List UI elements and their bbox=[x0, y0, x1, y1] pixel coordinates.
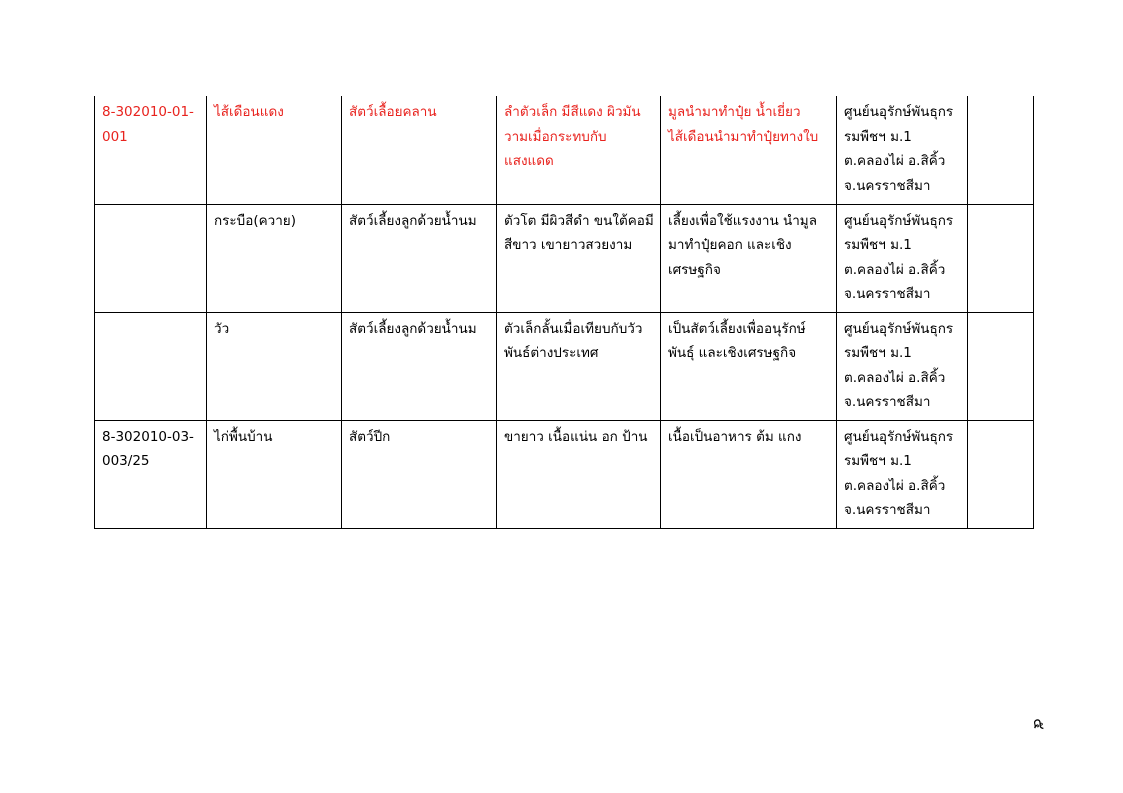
page-number: ๕ bbox=[1030, 718, 1048, 730]
cell-location: ศูนย์นอุรักษ์พันธุกรรมพืชฯ ม.1 ต.คลองไผ่ อ.สิคิ้ว จ.นครราชสีมา bbox=[837, 204, 968, 312]
cell-note bbox=[968, 96, 1034, 204]
cell-type: สัตว์เลื้อยคลาน bbox=[342, 96, 497, 204]
cell-note bbox=[968, 420, 1034, 528]
cell-location: ศูนย์นอุรักษ์พันธุกรรมพืชฯ ม.1 ต.คลองไผ่ อ.สิคิ้ว จ.นครราชสีมา bbox=[837, 420, 968, 528]
cell-usage: เลี้ยงเพื่อใช้แรงงาน นำมูลมาทำปุ๋ยคอก และเชิงเศรษฐกิจ bbox=[661, 204, 837, 312]
cell-description: ตัวโต มีผิวสีดำ ขนใต้คอมีสีขาว เขายาวสวยงาม bbox=[497, 204, 661, 312]
cell-code: 8-302010-03-003/25 bbox=[95, 420, 207, 528]
cell-type: สัตว์ปีก bbox=[342, 420, 497, 528]
cell-code bbox=[95, 312, 207, 420]
cell-location: ศูนย์นอุรักษ์พันธุกรรมพืชฯ ม.1 ต.คลองไผ่ อ.สิคิ้ว จ.นครราชสีมา bbox=[837, 96, 968, 204]
cell-type: สัตว์เลี้ยงลูกด้วยน้ำนม bbox=[342, 204, 497, 312]
table-row bbox=[95, 312, 1034, 420]
cell-description: ตัวเล็กลั้นเมื่อเทียบกับวัวพันธ์ต่างประเทศ bbox=[497, 312, 661, 420]
cell-code: 8-302010-01-001 bbox=[95, 96, 207, 204]
cell-usage: เป็นสัตว์เลี้ยงเพื่ออนุรักษ์พันธุ์ และเชิงเศรษฐกิจ bbox=[661, 312, 837, 420]
table-row bbox=[95, 204, 1034, 312]
cell-usage: เนื้อเป็นอาหาร ต้ม แกง bbox=[661, 420, 837, 528]
records-table bbox=[94, 96, 1034, 529]
cell-name: วัว bbox=[207, 312, 342, 420]
cell-name: ไก่พื้นบ้าน bbox=[207, 420, 342, 528]
table-row bbox=[95, 420, 1034, 528]
table-row bbox=[95, 96, 1034, 204]
cell-name: ไส้เดือนแดง bbox=[207, 96, 342, 204]
cell-usage: มูลนำมาทำปุ๋ย น้ำเยี่ยวไส้เดือนนำมาทำปุ๋ยทางใบ bbox=[661, 96, 837, 204]
cell-code bbox=[95, 204, 207, 312]
cell-note bbox=[968, 312, 1034, 420]
cell-name: กระบือ(ควาย) bbox=[207, 204, 342, 312]
cell-description: ลำตัวเล็ก มีสีแดง ผิวมันวามเมื่อกระทบกับแสงแดด bbox=[497, 96, 661, 204]
cell-description: ขายาว เนื้อแน่น อก ป้าน bbox=[497, 420, 661, 528]
cell-note bbox=[968, 204, 1034, 312]
cell-location: ศูนย์นอุรักษ์พันธุกรรมพืชฯ ม.1 ต.คลองไผ่ อ.สิคิ้ว จ.นครราชสีมา bbox=[837, 312, 968, 420]
cell-type: สัตว์เลี้ยงลูกด้วยน้ำนม bbox=[342, 312, 497, 420]
